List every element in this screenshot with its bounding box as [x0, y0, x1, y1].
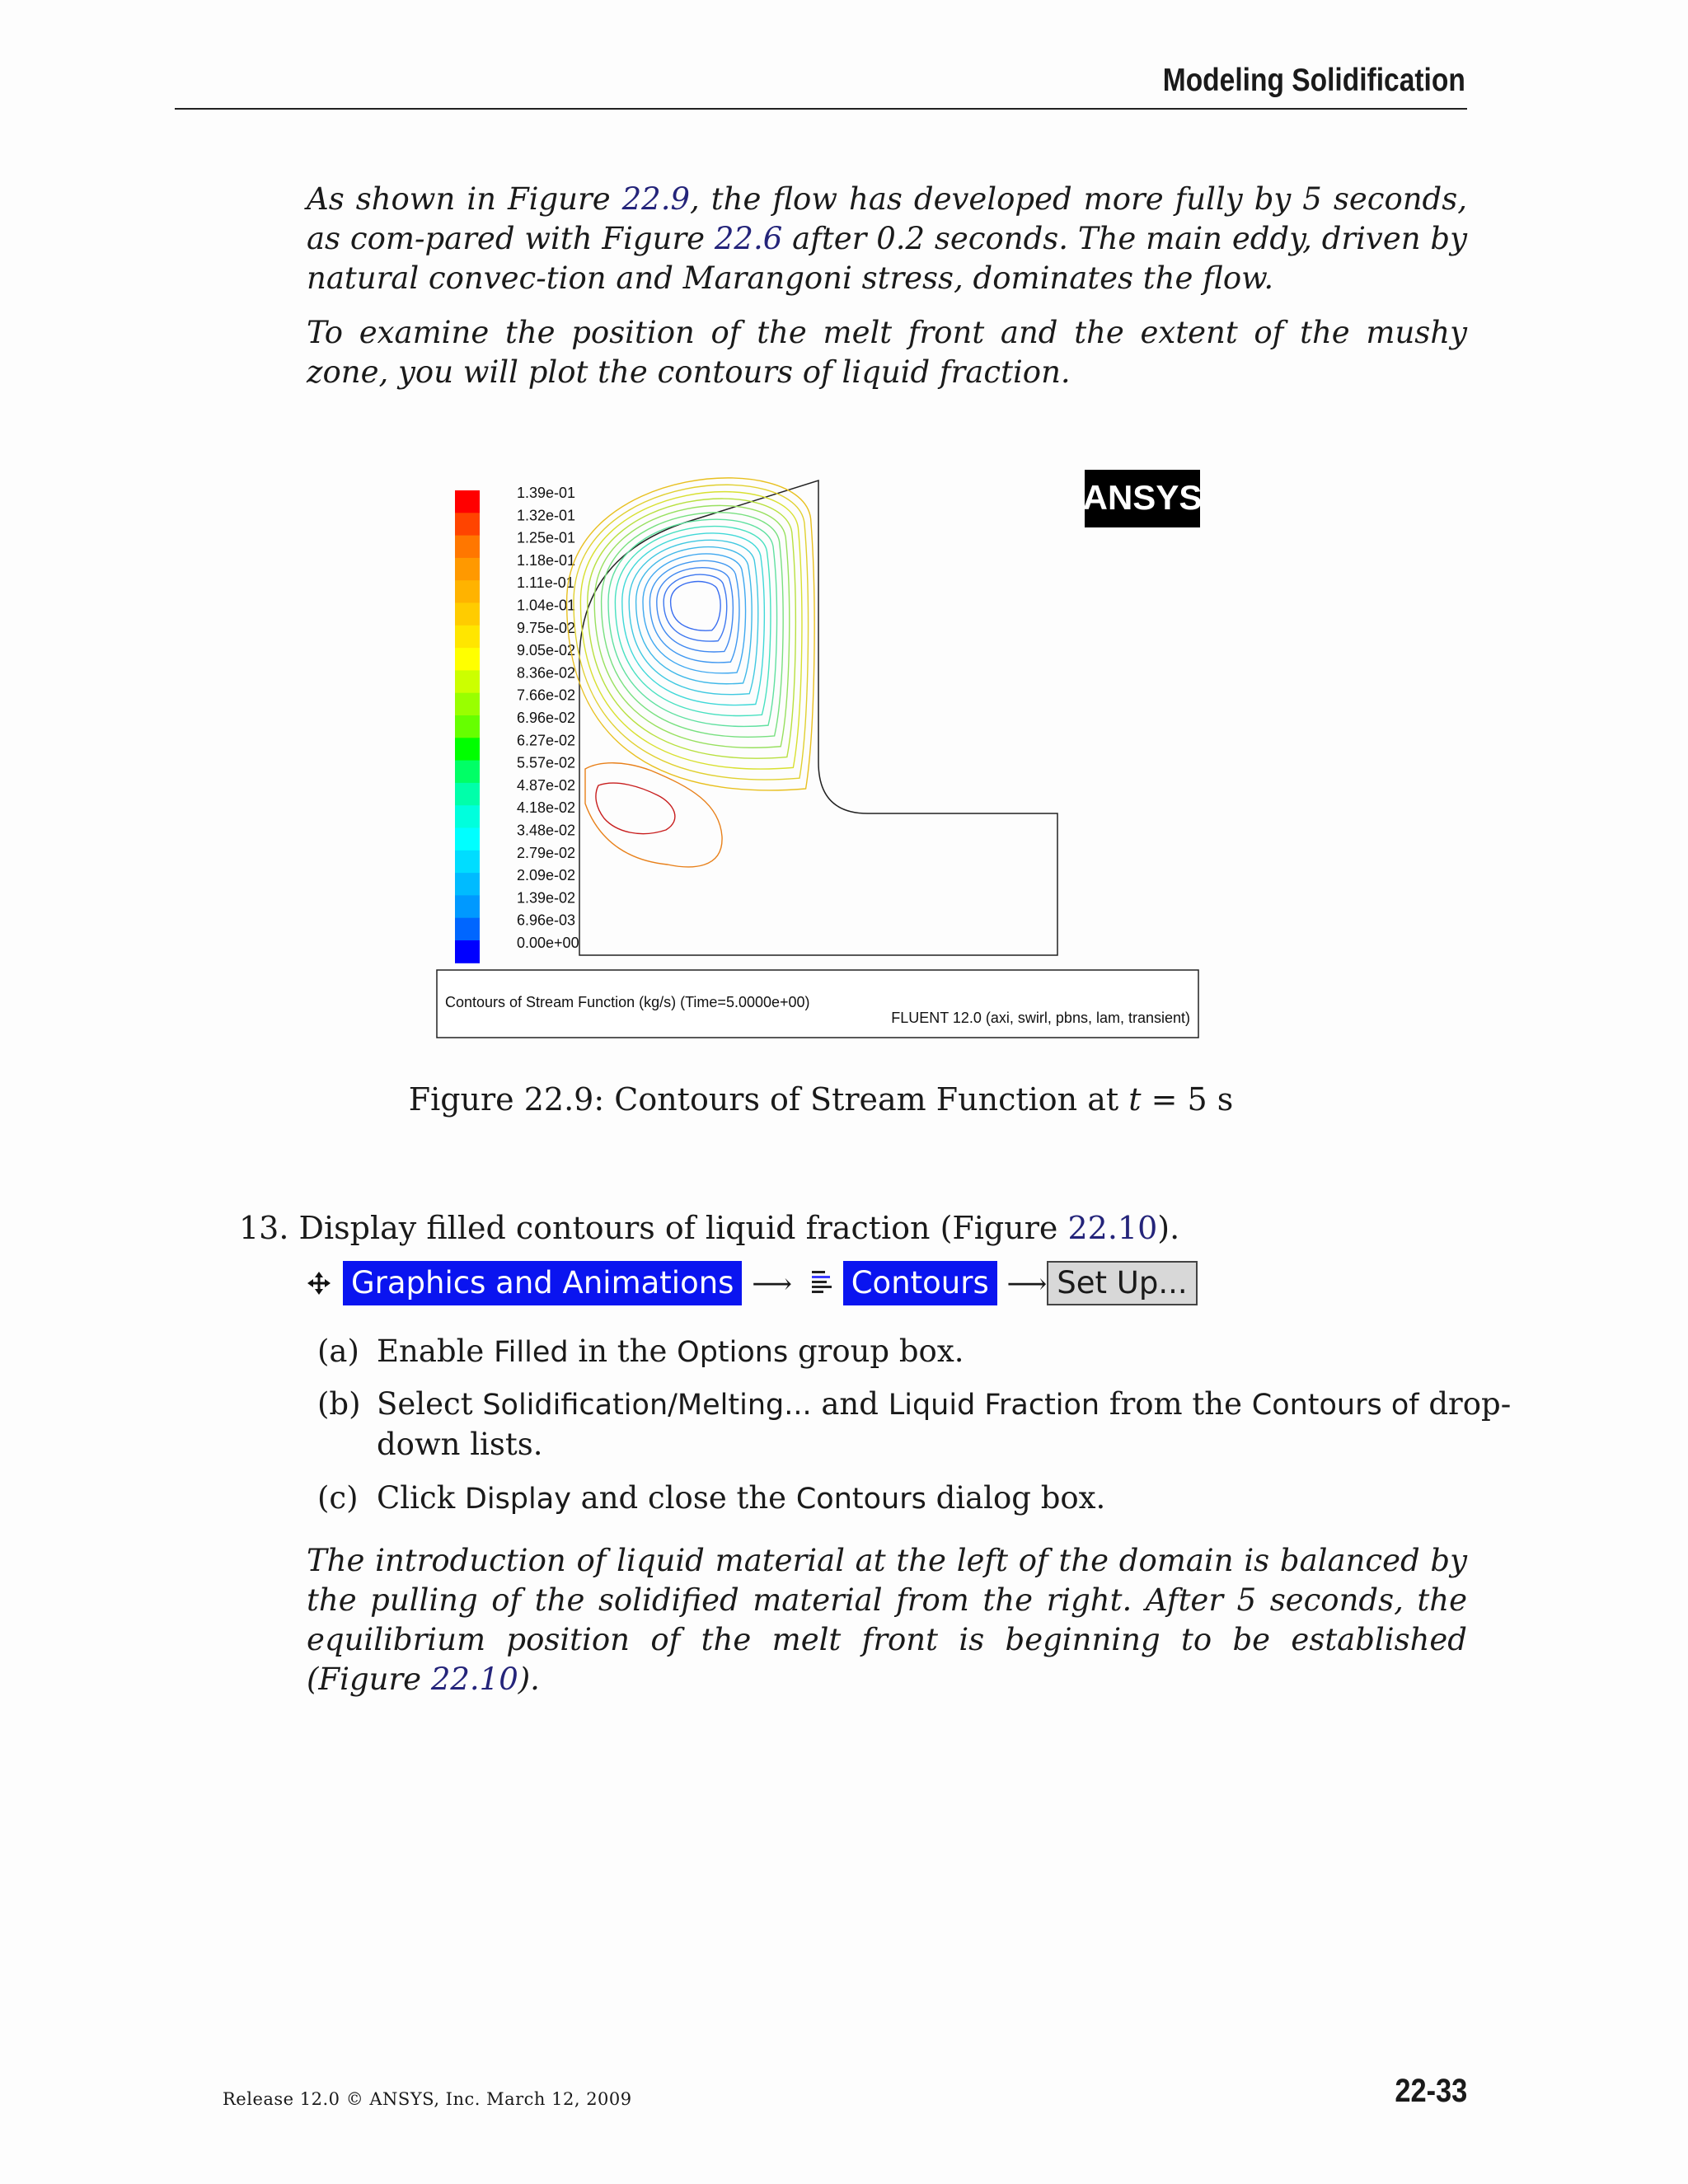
stream-contour [663, 574, 727, 641]
nav-arrow-2: ⟶ [1006, 1268, 1048, 1301]
legend-swatch [455, 580, 480, 603]
substep-b-text: and [811, 1386, 889, 1422]
p1-text-c: after 0.2 seconds. The main eddy, driven by natural convec-tion and Marangoni stress, dominates the flow. [307, 221, 1467, 296]
substep-b-text: drop-down lists. [377, 1386, 1512, 1462]
legend-swatch [455, 851, 480, 874]
liquid-fraction-option: Liquid Fraction [888, 1389, 1100, 1422]
legend-label: 6.96e-02 [517, 710, 576, 726]
p3-text-b: ). [518, 1661, 540, 1697]
figure-link-22-10[interactable]: 22.10 [1067, 1210, 1158, 1246]
options-groupbox-name: Options [677, 1336, 789, 1369]
substep-a-text: in the [568, 1333, 678, 1369]
legend-label: 4.18e-02 [517, 799, 576, 817]
step-text-b: ). [1157, 1210, 1180, 1246]
lower-eddy-outer [585, 763, 722, 867]
stream-contour [636, 547, 753, 684]
contour-lines [567, 478, 815, 790]
legend-swatch [455, 783, 480, 806]
legend-label: 5.57e-02 [517, 754, 576, 771]
display-button-name: Display [464, 1483, 571, 1516]
caption-text-a: Figure 22.9: Contours of Stream Function at [408, 1081, 1129, 1118]
color-legend [455, 490, 480, 963]
legend-label: 1.11e-01 [517, 574, 574, 592]
running-header: Modeling Solidification [1162, 63, 1465, 98]
legend-swatch [455, 918, 480, 941]
legend-labels [517, 485, 579, 951]
legend-swatch [455, 940, 480, 963]
legend-swatch [455, 738, 480, 761]
legend-swatch [455, 626, 480, 649]
legend-label: 6.96e-03 [517, 912, 576, 929]
legend-label: 2.79e-02 [517, 844, 576, 861]
legend-label: 1.25e-01 [517, 529, 576, 546]
legend-label: 1.04e-01 [517, 597, 576, 614]
paragraph-1 [307, 180, 1467, 298]
graphics-and-animations-button[interactable]: Graphics and Animations [343, 1261, 742, 1305]
figure-link-22-6[interactable]: 22.6 [714, 221, 783, 256]
step-number: 13. [239, 1210, 289, 1246]
move-arrows-icon [307, 1268, 331, 1303]
gui-navigation-path [307, 1261, 1198, 1310]
substep-a-text: Enable [377, 1333, 495, 1369]
step-text-a: Display filled contours of liquid fraction (Figure [298, 1210, 1068, 1246]
legend-swatch [455, 603, 480, 626]
legend-label: 2.09e-02 [517, 867, 576, 884]
legend-swatch [455, 873, 480, 896]
caption-t: t [1128, 1081, 1142, 1118]
substep-c-text: dialog box. [926, 1480, 1106, 1516]
legend-swatch [455, 715, 480, 738]
legend-swatch [455, 648, 480, 671]
stream-contour [580, 492, 802, 769]
legend-label: 0.00e+00 [517, 935, 579, 951]
p1-text-a: As shown in Figure [307, 181, 622, 217]
legend-swatch [455, 513, 480, 536]
stream-contour [649, 560, 739, 662]
info-text-right: FLUENT 12.0 (axi, swirl, pbns, lam, transient) [891, 1010, 1190, 1026]
contours-dialog-name: Contours [795, 1483, 926, 1516]
legend-swatch [455, 670, 480, 693]
paragraph-3 [307, 1541, 1467, 1699]
legend-label: 1.39e-01 [517, 485, 576, 501]
legend-label: 6.27e-02 [517, 732, 576, 749]
step-13 [239, 1210, 1179, 1246]
ansys-logo-text: ANSYS [1082, 478, 1200, 517]
p3-text-a: The introduction of liquid material at the left of the domain is balanced by the pulling of the solidified material from the right. After 5 seconds, the equilibrium position of the melt front is beginning to be established (Figure [307, 1543, 1467, 1697]
legend-swatch [455, 558, 480, 581]
figure-link-22-10b[interactable]: 22.10 [430, 1661, 518, 1697]
header-rule [175, 108, 1467, 110]
substep-c [317, 1479, 1467, 1519]
caption-text-b: = 5 s [1141, 1081, 1234, 1118]
substep-c-label: (c) [317, 1480, 359, 1516]
legend-swatch [455, 828, 480, 851]
stream-contour [622, 533, 765, 705]
legend-label: 8.36e-02 [517, 664, 576, 682]
nav-arrow-1: ⟶ [752, 1268, 792, 1301]
filled-option: Filled [494, 1336, 569, 1369]
substep-a-label: (a) [317, 1333, 359, 1369]
figure-canvas [435, 457, 1200, 1047]
legend-swatch [455, 536, 480, 559]
lower-eddy-inner [596, 783, 675, 834]
legend-label: 7.66e-02 [517, 687, 576, 704]
substep-c-text: and close the [570, 1480, 796, 1516]
legend-label: 1.39e-02 [517, 889, 576, 907]
info-text-left: Contours of Stream Function (kg/s) (Time=5.0000e+00) [445, 994, 810, 1010]
substep-b-label: (b) [317, 1386, 361, 1422]
contours-of-dropdown-name: Contours of [1251, 1389, 1419, 1422]
domain-outline [579, 480, 1057, 955]
legend-swatch [455, 693, 480, 716]
contours-button[interactable]: Contours [843, 1261, 997, 1305]
page-number: 22-33 [1395, 2073, 1467, 2109]
set-up-button[interactable]: Set Up... [1047, 1261, 1197, 1305]
footer-release: Release 12.0 © ANSYS, Inc. March 12, 2009 [223, 2089, 632, 2109]
legend-swatch [455, 490, 480, 513]
substep-b-text: from the [1100, 1386, 1252, 1422]
legend-label: 9.05e-02 [517, 642, 576, 659]
figure-link-22-9[interactable]: 22.9 [621, 181, 690, 217]
legend-swatch [455, 895, 480, 918]
stream-contour [671, 582, 721, 631]
figure-caption [175, 1081, 1467, 1118]
substep-a-text: group box. [788, 1333, 964, 1369]
paragraph-2: To examine the position of the melt front and the extent of the mushy zone, you will plot the contours of liquid fraction. [307, 315, 1467, 390]
legend-label: 1.18e-01 [517, 551, 576, 569]
solidification-melting-option: Solidification/Melting... [482, 1389, 812, 1422]
legend-swatch [455, 761, 480, 784]
substep-b-text: Select [377, 1386, 483, 1422]
legend-label: 3.48e-02 [517, 822, 576, 839]
substep-b [317, 1385, 1526, 1465]
legend-label: 9.75e-02 [517, 619, 576, 636]
p1-text-b: , the flow has developed more fully by 5 seconds, as com-pared with Figure [307, 181, 1467, 256]
substep-c-text: Click [377, 1480, 465, 1516]
stream-function-figure [435, 457, 1200, 1047]
legend-label: 4.87e-02 [517, 776, 576, 794]
legend-swatch [455, 805, 480, 828]
contours-list-icon [810, 1268, 835, 1303]
substep-a [317, 1332, 1467, 1372]
legend-label: 1.32e-01 [517, 507, 576, 524]
